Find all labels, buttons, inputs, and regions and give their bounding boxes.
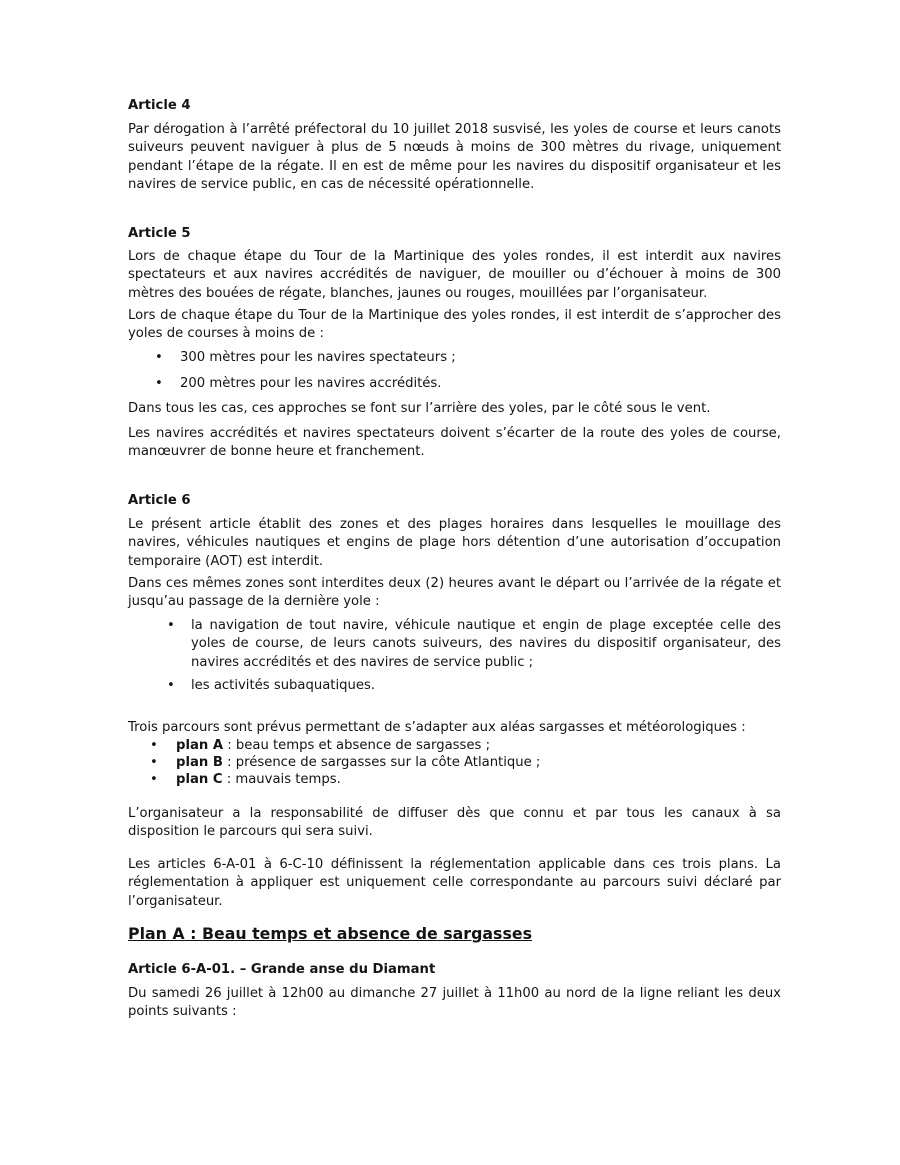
plan-a-label: plan A	[176, 738, 224, 753]
article-4-text: Par dérogation à l’arrêté préfectoral du 10 juillet 2018 susvisé, les yoles de course et leurs canots suiveurs peuvent naviguer à plus de 5 nœuds à moins de 300 mètres du rivage, uniquement pendant l’étape de la régate. Il en est de même pour les navires du dispositif organisateur et les navires de service public, en cas de nécessité opérationnelle.	[128, 122, 781, 192]
plan-a-title: Plan A : Beau temps et absence de sargasses	[128, 924, 532, 943]
plan-c-label: plan C	[176, 772, 223, 787]
article-6-paragraph-4: L’organisateur a la responsabilité de diffuser dès que connu et par tous les canaux à sa disposition le parcours qui sera suivi.	[128, 806, 781, 840]
bullet-icon: •	[167, 618, 175, 633]
bullet-icon: •	[155, 350, 163, 365]
plan-b-label: plan B	[176, 755, 223, 770]
article-6-paragraph-2: Dans ces mêmes zones sont interdites deux (2) heures avant le départ ou l’arrivée de la régate et jusqu’au passage de la dernière yole :	[128, 576, 781, 610]
article-6-a-01-text: Du samedi 26 juillet à 12h00 au dimanche 27 juillet à 11h00 au nord de la ligne reliant les deux points suivants :	[128, 986, 781, 1020]
article-6-bullet-1	[167, 617, 781, 673]
plan-c-text: : mauvais temps.	[222, 772, 341, 787]
bullet-icon: •	[150, 738, 158, 753]
bullet-icon: •	[150, 772, 158, 787]
article-6-a-01-heading: Article 6-A-01. – Grande anse du Diamant	[128, 962, 436, 977]
article-6-paragraph-5: Les articles 6-A-01 à 6-C-10 définissent la réglementation applicable dans ces trois plans. La réglementation à appliquer est uniquement celle correspondante au parcours suivi déclaré par l’organisateur.	[128, 857, 781, 909]
article-6-paragraph-1: Le présent article établit des zones et des plages horaires dans lesquelles le mouillage des navires, véhicules nautiques et engins de plage hors détention d’une autorisation d’occupation temporaire (AOT) est interdit.	[128, 517, 781, 569]
plan-b-text: : présence de sargasses sur la côte Atlantique ;	[222, 755, 541, 770]
article-5-paragraph-4: Les navires accrédités et navires spectateurs doivent s’écarter de la route des yoles de course, manœuvrer de bonne heure et franchement.	[128, 426, 781, 460]
plan-a-text: : beau temps et absence de sargasses ;	[223, 738, 491, 753]
bullet-text: 200 mètres pour les navires accrédités.	[180, 376, 442, 391]
article-5-heading: Article 5	[128, 226, 191, 241]
article-5-paragraph-2: Lors de chaque étape du Tour de la Martinique des yoles rondes, il est interdit de s’approcher des yoles de courses à moins de :	[128, 308, 781, 342]
bullet-text: la navigation de tout navire, véhicule nautique et engin de plage exceptée celle des yoles de course, de leurs canots suiveurs, des navires du dispositif organisateur, des navires accrédités et des navires de service public ;	[191, 618, 781, 670]
bullet-icon: •	[167, 678, 175, 693]
article-5-paragraph-3: Dans tous les cas, ces approches se font sur l’arrière des yoles, par le côté sous le vent.	[128, 401, 711, 416]
bullet-text: 300 mètres pour les navires spectateurs ;	[180, 350, 456, 365]
article-6-heading: Article 6	[128, 493, 191, 508]
bullet-text: les activités subaquatiques.	[191, 678, 376, 693]
article-4-heading: Article 4	[128, 98, 191, 113]
bullet-icon: •	[150, 755, 158, 770]
bullet-icon: •	[155, 376, 163, 391]
article-6-paragraph-3: Trois parcours sont prévus permettant de s’adapter aux aléas sargasses et météorologiques :	[128, 720, 746, 735]
article-5-paragraph-1: Lors de chaque étape du Tour de la Martinique des yoles rondes, il est interdit aux navires spectateurs et aux navires accrédités de naviguer, de mouiller ou d’échouer à moins de 300 mètres des bouées de régate, blanches, jaunes ou rouges, mouillées par l’organisateur.	[128, 249, 781, 301]
